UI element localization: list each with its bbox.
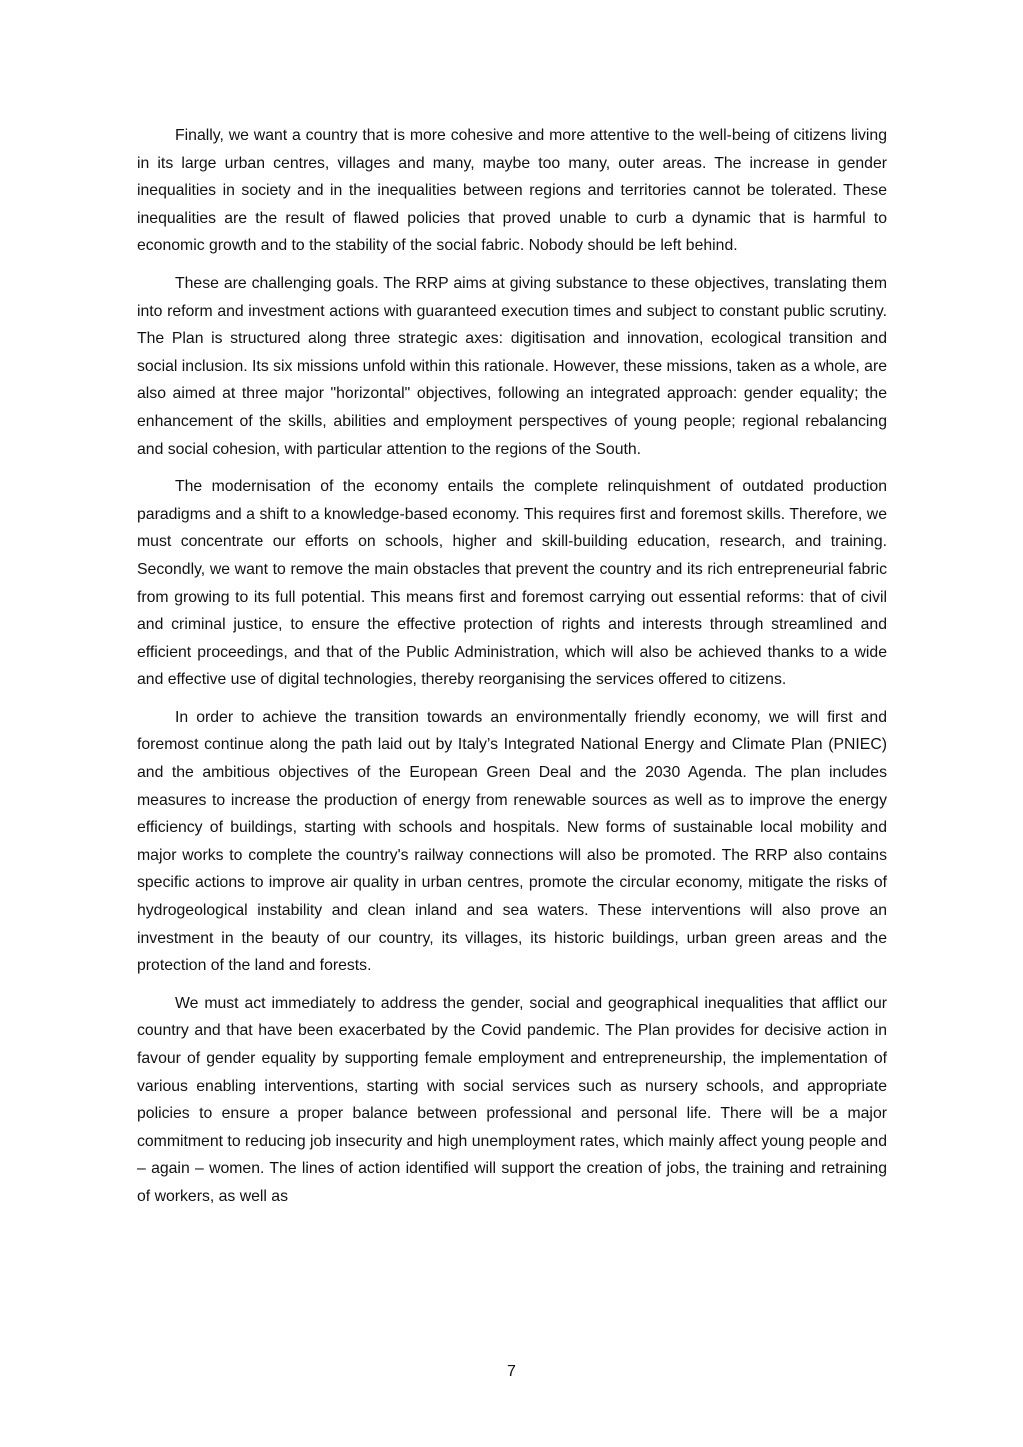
body-text bbox=[137, 122, 887, 1221]
paragraph-goals: These are challenging goals. The RRP aims at giving substance to these objectives, translating them into reform and investment actions with guaranteed execution times and subject to constant public scrutiny. The Plan is structured along three strategic axes: digitisation and innovation, ecological transition and social inclusion. Its six missions unfold within this rationale. However, these missions, taken as a whole, are also aimed at three major "horizontal" objectives, following an integrated approach: gender equality; the enhancement of the skills, abilities and employment perspectives of young people; regional rebalancing and social cohesion, with particular attention to the regions of the South. bbox=[137, 274, 887, 458]
paragraph-modernisation: The modernisation of the economy entails the complete relinquishment of outdated production paradigms and a shift to a knowledge-based economy. This requires first and foremost skills. Therefore, we must concentrate our efforts on schools, higher and skill-building education, research, and training. Secondly, we want to remove the main obstacles that prevent the country and its rich entrepreneurial fabric from growing to its full potential. This means first and foremost carrying out essential reforms: that of civil and criminal justice, to ensure the effective protection of rights and interests through streamlined and efficient proceedings, and that of the Public Administration, which will also be achieved thanks to a wide and effective use of digital technologies, thereby reorganising the services offered to citizens. bbox=[137, 478, 887, 689]
paragraph-cohesion: Finally, we want a country that is more cohesive and more attentive to the well-being of citizens living in its large urban centres, villages and many, maybe too many, outer areas. The increase in gender inequalities in society and in the inequalities between regions and territories cannot be tolerated. These inequalities are the result of flawed policies that proved unable to curb a dynamic that is harmful to economic growth and to the stability of the social fabric. Nobody should be left behind. bbox=[137, 127, 887, 255]
paragraph-transition: In order to achieve the transition towards an environmentally friendly economy, we will first and foremost continue along the path laid out by Italy’s Integrated National Energy and Climate Plan (PNIEC) and the ambitious objectives of the European Green Deal and the 2030 Agenda. The plan includes measures to increase the production of energy from renewable sources as well as to improve the energy efficiency of buildings, starting with schools and hospitals. New forms of sustainable local mobility and major works to complete the country's railway connections will also be promoted. The RRP also contains specific actions to improve air quality in urban centres, promote the circular economy, mitigate the risks of hydrogeological instability and clean inland and sea waters. These interventions will also prove an investment in the beauty of our country, its villages, its historic buildings, urban green areas and the protection of the land and forests. bbox=[137, 708, 887, 975]
paragraph-inequalities: We must act immediately to address the gender, social and geographical inequalities that afflict our country and that have been exacerbated by the Covid pandemic. The Plan provides for decisive action in favour of gender equality by supporting female employment and entrepreneurship, the implementation of various enabling interventions, starting with social services such as nursery schools, and appropriate policies to ensure a proper balance between professional and personal life. There will be a major commitment to reducing job insecurity and high unemployment rates, which mainly affect young people and – again – women. The lines of action identified will support the creation of jobs, the training and retraining of workers, as well as bbox=[137, 994, 887, 1205]
page-number: 7 bbox=[507, 1363, 516, 1380]
